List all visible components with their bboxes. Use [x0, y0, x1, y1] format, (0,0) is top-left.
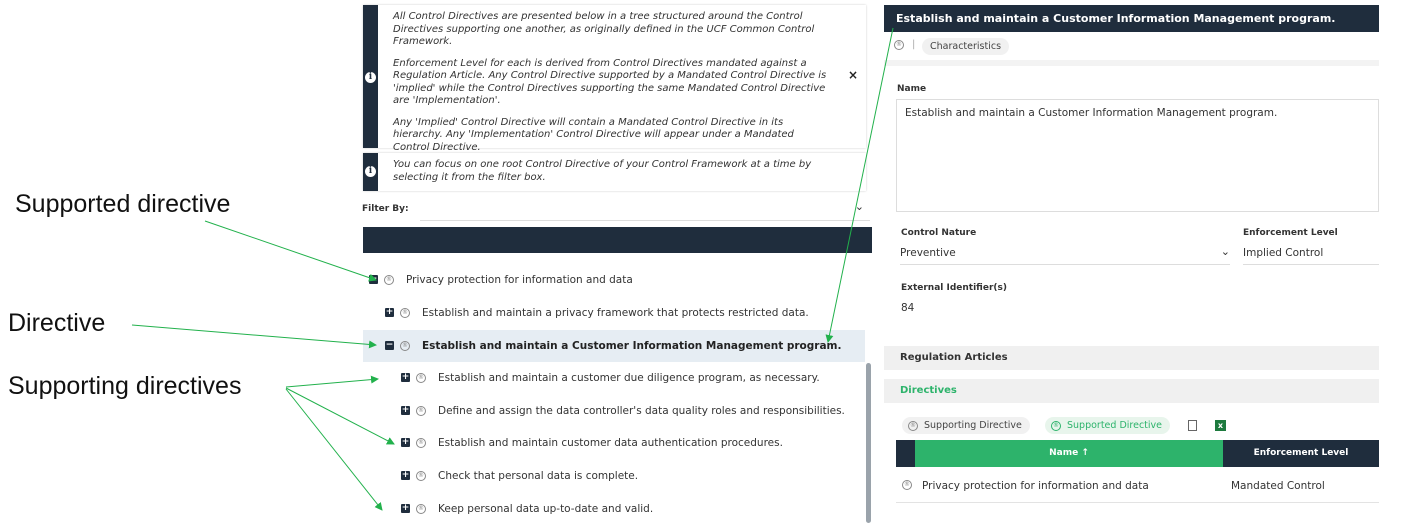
tree-row-label: Keep personal data up-to-date and valid. [438, 503, 654, 515]
info-icon: i [365, 72, 376, 83]
close-icon[interactable]: × [847, 68, 858, 82]
row-enforcement: Mandated Control [1231, 480, 1325, 492]
info-text-1: All Control Directives are presented below in a tree structured around the Control Directives supporting one another, as originally defined in the UCF Common Control Framework. [393, 11, 815, 47]
detail-title: Establish and maintain a Customer Information Management program. [884, 5, 1379, 32]
filter-label: Filter By: [362, 204, 409, 214]
arrow-supporting-1 [286, 379, 378, 387]
tree-row-label: Establish and maintain a privacy framework that protects restricted data. [422, 307, 809, 319]
directive-icon: ® [386, 276, 392, 283]
directive-icon: ® [418, 505, 424, 512]
tree-row-label: Privacy protection for information and data [406, 274, 633, 286]
directive-icon: ® [1053, 422, 1059, 429]
annotation-directive: Directive [8, 309, 106, 337]
directives-section[interactable]: Directives [884, 379, 1379, 403]
info-text-2: Enforcement Level for each is derived from Control Directives mandated against a Regulation Article. Any Control Directive supported by a Mandated Control Directive is 'implied' while the Control Directives supporting the same Mandated Control Directive are 'Implementation'. [393, 57, 827, 106]
expand-icon[interactable]: + [401, 437, 410, 447]
directive-icon: ® [418, 374, 424, 381]
directive-icon: ® [402, 342, 408, 349]
enforcement-level-label: Enforcement Level [1243, 228, 1338, 238]
name-value: Establish and maintain a Customer Information Management program. [905, 107, 1278, 119]
annotation-supporting-directives: Supporting directives [8, 372, 242, 400]
info-icon: i [365, 166, 376, 177]
tree-row-label: Define and assign the data controller's data quality roles and responsibilities. [438, 405, 845, 417]
chevron-down-icon[interactable]: ⌄ [1220, 245, 1230, 258]
tree-row-label: Establish and maintain customer data authentication procedures. [438, 437, 783, 449]
tree-row-label: Establish and maintain a Customer Information Management program. [422, 340, 842, 352]
collapse-icon[interactable]: − [385, 340, 394, 350]
column-header-name[interactable]: Name ↑ [915, 440, 1223, 467]
directive-icon: ® [904, 481, 910, 488]
info-text-3: Any 'Implied' Control Directive will contain a Mandated Control Directive in its hierarchy. Any 'Implementation' Control Directive will appear under a Mandated Control Directive. [393, 116, 794, 153]
arrow-supported [205, 221, 376, 280]
column-header-enforcement[interactable]: Enforcement Level [1223, 440, 1379, 467]
directive-icon: ® [418, 439, 424, 446]
collapse-icon[interactable]: − [369, 274, 378, 284]
supporting-directive-label: Supporting Directive [924, 420, 1022, 431]
directive-icon: ® [402, 309, 408, 316]
external-identifier-label: External Identifier(s) [901, 283, 1007, 293]
expand-icon[interactable]: + [401, 503, 410, 513]
directive-icon: ® [418, 407, 424, 414]
row-name: Privacy protection for information and data [922, 480, 1149, 492]
arrow-supporting-3 [286, 389, 382, 510]
regulation-articles-section[interactable]: Regulation Articles [884, 346, 1379, 370]
info-text-filter: You can focus on one root Control Directive of your Control Framework at a time by selecting it from the filter box. [393, 159, 812, 183]
arrow-title-to-directive [828, 28, 893, 342]
tree-row-label: Check that personal data is complete. [438, 470, 639, 482]
excel-export-icon[interactable]: x [1215, 420, 1226, 431]
tree-row-label: Establish and maintain a customer due diligence program, as necessary. [438, 372, 820, 384]
control-nature-value: Preventive [900, 247, 956, 259]
tab-characteristics[interactable]: Characteristics [922, 38, 1009, 55]
expand-icon[interactable]: + [401, 372, 410, 382]
directive-icon: ® [418, 472, 424, 479]
annotation-supported-directive: Supported directive [15, 190, 231, 218]
tab-divider: | [912, 39, 916, 50]
supported-directive-label: Supported Directive [1067, 420, 1162, 431]
name-label: Name [897, 84, 927, 94]
arrow-supporting-2 [286, 388, 394, 444]
external-identifier-value: 84 [901, 302, 915, 314]
expand-icon[interactable]: + [401, 470, 410, 480]
enforcement-level-value: Implied Control [1243, 247, 1324, 259]
directive-icon: ® [896, 41, 902, 48]
directive-icon: ® [910, 422, 916, 429]
arrow-directive [132, 325, 376, 345]
chevron-down-icon[interactable]: ⌄ [854, 200, 864, 213]
expand-icon[interactable]: + [401, 405, 410, 415]
expand-icon[interactable]: + [385, 307, 394, 317]
control-nature-label: Control Nature [901, 228, 977, 238]
